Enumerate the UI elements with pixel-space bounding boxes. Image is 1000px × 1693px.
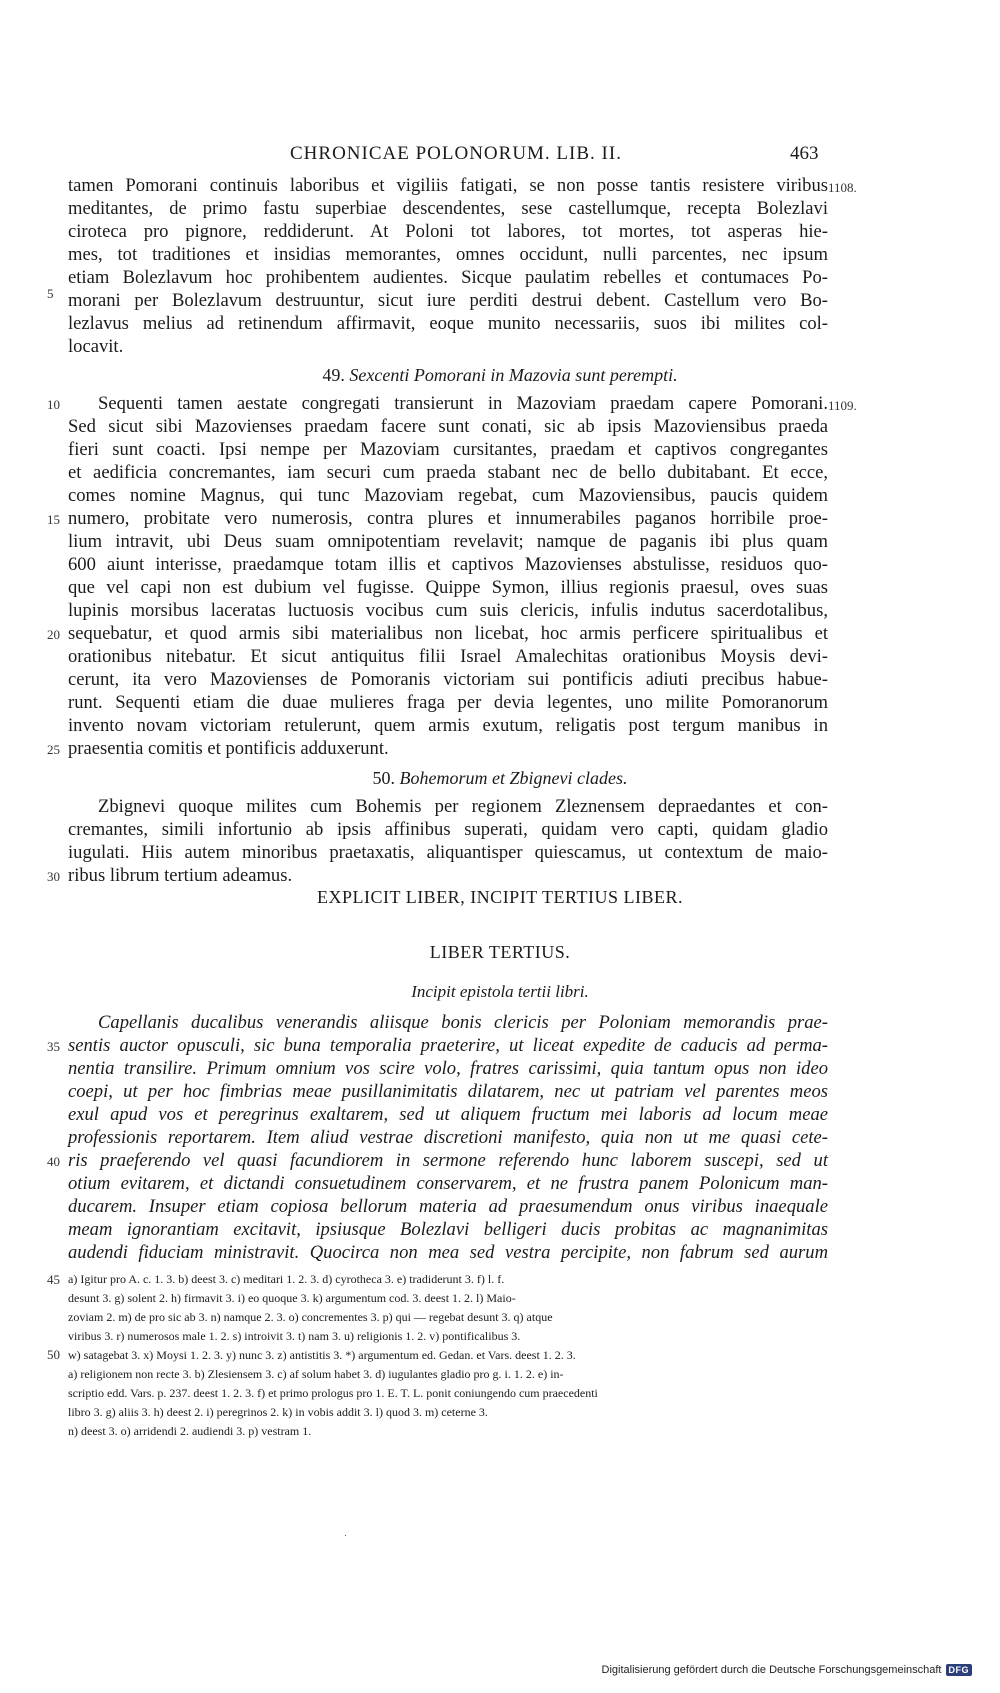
text-line: numero, probitate vero numerosis, contra plures et innumerabiles paganos horribile proe- xyxy=(68,508,828,529)
footnote-line: a) religionem non recte 3. b) Zlesiensem 3. c) af solum habet 3. d) iugulantes gladio pro g. i. 1. 2. e) in- xyxy=(68,1367,564,1381)
text-line: lium intravit, ubi Deus suam omnipotentiam revelavit; namque de paganis ibi plus quam xyxy=(68,531,828,552)
section-title: Bohemorum et Zbignevi clades. xyxy=(399,768,628,788)
section-number: 49. xyxy=(322,365,345,385)
section-number: 50. xyxy=(372,768,396,788)
line-number: 5 xyxy=(47,286,54,301)
text-line: ducarem. Insuper etiam copiosa bellorum materia ad praesumendum onus viribus inaequale xyxy=(68,1196,828,1217)
text-line: meam ignorantiam excitavit, ipsiusque Bolezlavi belligeri ducis probitas ac magnanimitas xyxy=(68,1219,828,1240)
text-line: ciroteca pro pignore, reddiderunt. At Poloni tot labores, tot mortes, tot asperas hie- xyxy=(68,221,828,242)
text-line: tamen Pomorani continuis laboribus et vigiliis fatigati, se non posse tantis resistere viribus xyxy=(68,175,828,196)
text-line: professionis reportarem. Item aliud vestrae discretioni manifesto, quia non ut me quasi cete- xyxy=(68,1127,828,1148)
text-line: mes, tot traditiones et insidias memorantes, omnes occidunt, nulli parcentes, nec ipsum xyxy=(68,244,828,265)
line-number: 30 xyxy=(47,869,60,884)
footnote-line: a) Igitur pro A. c. 1. 3. b) deest 3. c) meditari 1. 2. 3. d) cyrotheca 3. e) tradiderunt 3. f) l. f. xyxy=(68,1272,505,1286)
text-line: ribus librum tertium adeamus. xyxy=(68,865,293,886)
footnote-line: viribus 3. r) numerosos male 1. 2. s) introivit 3. t) nam 3. u) religionis 1. 2. v) pontificalibus 3. xyxy=(68,1329,521,1343)
text-line: Zbignevi quoque milites cum Bohemis per regionem Zleznensem depraedantes et con- xyxy=(98,796,828,817)
line-number: 35 xyxy=(47,1039,60,1054)
text-line: lupinis morsibus laceratas luctuosis vocibus cum suis clericis, infulis indutus sacerdotalibus, xyxy=(68,600,828,621)
line-number: 10 xyxy=(47,397,60,412)
text-line: iugulati. Hiis autem minoribus praetaxatis, aliquantisper quiescamus, ut contextum de maio- xyxy=(68,842,828,863)
text-line: cremantes, simili infortunio ab ipsis affinibus superati, quidam vero capti, quidam gladio xyxy=(68,819,828,840)
page-number: 463 xyxy=(790,143,819,164)
text-line: morani per Bolezlavum destruuntur, sicut iure perditi destrui debent. Castellum vero Bo- xyxy=(68,290,828,311)
text-line: etiam Bolezlavum hoc prohibentem audientes. Sicque paulatim rebelles et contumaces Po- xyxy=(68,267,828,288)
text-line: praesentia comitis et pontificis adduxerunt. xyxy=(68,738,389,759)
text-line: locavit. xyxy=(68,336,124,357)
text-line: orationibus nitebatur. Et sicut antiquitus filii Israel Amalechitas orationibus Moysis devi- xyxy=(68,646,828,667)
text-line: otium evitarem, et dictandi consuetudinem conservarem, et ne frustra panem Polonicum man- xyxy=(68,1173,828,1194)
footnote-line: libro 3. g) aliis 3. h) deest 2. i) peregrinos 2. k) in vobis addit 3. l) quod 3. m) ceterne 3. xyxy=(68,1405,488,1419)
footer-text: Digitalisierung gefördert durch die Deutsche Forschungsgemeinschaft xyxy=(601,1664,942,1676)
text-line: exul apud vos et peregrinus exaltarem, sed ut aliquem fructum mei laboris ad locum meae xyxy=(68,1104,828,1125)
text-line: Capellanis ducalibus venerandis aliisque bonis clericis per Poloniam memorandis prae- xyxy=(98,1012,828,1033)
footer-credit xyxy=(602,1664,972,1676)
text-line: lezlavus melius ad retinendum affirmavit, eoque munito necessariis, suos ibi milites col- xyxy=(68,313,828,334)
text-line: runt. Sequenti etiam die duae mulieres fraga per devia legentes, uno milite Pomoranorum xyxy=(68,692,828,713)
text-line: sequebatur, et quod armis sibi materialibus non licebat, hoc armis perficere spiritualibus et xyxy=(68,623,828,644)
footnote-line: desunt 3. g) solent 2. h) firmavit 3. i) eo quoque 3. k) argumentum cod. 3. deest 1. 2. l) Maio- xyxy=(68,1291,516,1305)
explicit-heading: EXPLICIT LIBER, INCIPIT TERTIUS LIBER. xyxy=(317,887,683,907)
footnote-line: n) deest 3. o) arridendi 2. audiendi 3. p) vestram 1. xyxy=(68,1424,312,1438)
book-title: LIBER TERTIUS. xyxy=(429,942,571,962)
text-line: que vel capi non est dubium vel fugisse. Quippe Symon, illius regionis praesul, oves suas xyxy=(68,577,828,598)
text-line: ris praeferendo vel quasi facundiorem in sermone referendo hunc laborem suscepi, sed ut xyxy=(68,1150,828,1171)
line-number: 25 xyxy=(47,742,60,757)
footnote-line: w) satagebat 3. x) Moysi 1. 2. 3. y) nunc 3. z) antistitis 3. *) argumentum ed. Gedan. et Vars. deest 1. 2. 3. xyxy=(68,1348,576,1362)
scan-speck xyxy=(345,1535,346,1536)
text-line: invento novam victoriam retulerunt, quem armis exutum, religatis post tergum manibus in xyxy=(68,715,828,736)
text-line: et aedificia concremantes, iam securi cum praeda stabant nec de bello dubitabant. Et ecce, xyxy=(68,462,828,483)
text-line: audendi fiduciam ministravit. Quocirca non mea sed vestra percipite, non fabrum sed aurum xyxy=(68,1242,828,1263)
epistola-title: Incipit epistola tertii libri. xyxy=(411,982,589,1001)
section-heading-50 xyxy=(0,768,1000,789)
line-number: 45 xyxy=(47,1272,60,1287)
footnote-line: scriptio edd. Vars. p. 237. deest 1. 2. 3. f) et primo prologus pro 1. E. T. L. ponit coniungendo cum praecedenti xyxy=(68,1386,598,1400)
text-line: Sed sicut sibi Mazovienses praedam facere sunt conati, sic ab ipsis Mazoviensibus praeda xyxy=(68,416,828,437)
line-number: 15 xyxy=(47,512,60,527)
margin-year: 1109. xyxy=(828,398,857,413)
text-line: coepi, ut per hoc fimbrias meae pusillanimitatis dilatarem, nec ut patriam vel parentes meos xyxy=(68,1081,828,1102)
text-line: sentis auctor opusculi, sic buna temporalia praeterire, ut liceat expedite de caducis ad perma- xyxy=(68,1035,828,1056)
text-line: meditantes, de primo fastu superbiae descendentes, sese castellumque, recepta Bolezlavi xyxy=(68,198,828,219)
line-number: 20 xyxy=(47,627,60,642)
footnote-line: zoviam 2. m) de pro sic ab 3. n) namque 2. 3. o) concrementes 3. p) qui — regebat desunt 3. q) atque xyxy=(68,1310,553,1324)
line-number: 40 xyxy=(47,1154,60,1169)
text-line: 600 aiunt interisse, praedamque totam illis et captivos Mazovienses abstulisse, residuos quo- xyxy=(68,554,828,575)
text-line: cerunt, ita vero Mazovienses de Pomoranis victoriam sui pontificis adiuti precibus habue- xyxy=(68,669,828,690)
text-line: nentia transilire. Primum omnium vos scire volo, fratres carissimi, quia tantum opus non ideo xyxy=(68,1058,828,1079)
section-title: Sexcenti Pomorani in Mazovia sunt perempti. xyxy=(349,365,678,385)
running-header xyxy=(0,143,1000,173)
section-heading-49 xyxy=(0,365,1000,386)
dfg-logo-icon: DFG xyxy=(946,1664,973,1676)
margin-year: 1108. xyxy=(828,180,857,195)
text-line: comes nomine Magnus, qui tunc Mazoviam regebat, cum Mazoviensibus, paucis quidem xyxy=(68,485,828,506)
line-number: 50 xyxy=(47,1347,60,1362)
text-line: fieri sunt coacti. Ipsi nempe per Mazoviam cursitantes, praedam et captivos congregantes xyxy=(68,439,828,460)
running-title: CHRONICAE POLONORUM. LIB. II. xyxy=(290,143,622,164)
text-line: Sequenti tamen aestate congregati transierunt in Mazoviam praedam capere Pomorani. xyxy=(98,393,828,414)
